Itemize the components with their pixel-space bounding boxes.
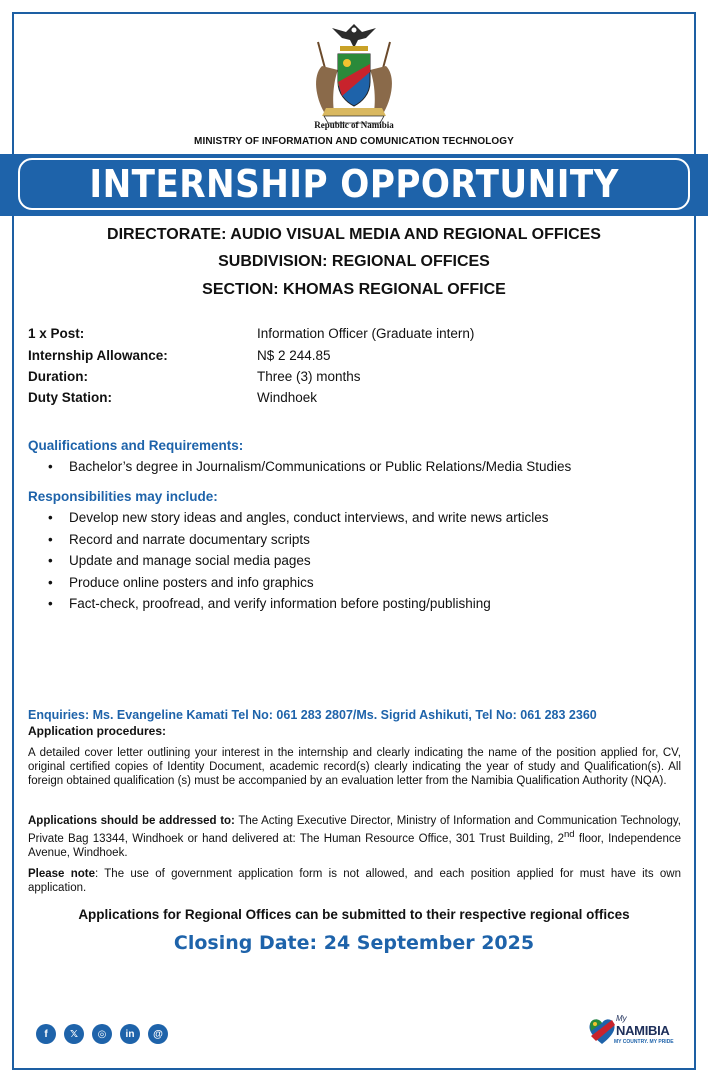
detail-label: Duration: (28, 369, 88, 384)
my-namibia-logo (588, 1014, 680, 1050)
detail-value: Windhoek (257, 390, 318, 405)
submission-note: Applications for Regional Offices can be submitted to their respective regional offices (78, 907, 630, 922)
address-text-end: floor, Independence Avenue, Windhoek. (28, 833, 681, 860)
directorate-heading: DIRECTORATE: AUDIO VISUAL MEDIA AND REGIONAL OFFICES (107, 226, 601, 243)
brand-tagline: MY COUNTRY. MY PRIDE (614, 1039, 674, 1045)
address-label: Applications should be addressed to: (28, 815, 235, 827)
list-item: • Bachelor’s degree in Journalism/Communications or Public Relations/Media Studies (48, 457, 571, 479)
detail-label: Duty Station: (28, 390, 112, 405)
banner-title: INTERNSHIP OPPORTUNITY (89, 162, 619, 206)
closing-date: Closing Date: 24 September 2025 (173, 932, 535, 954)
address-text: The Acting Executive Director, Ministry of Information and Communication Technology, Private Bag 13344, Windhoek or hand delivered at: The Human Resource Office, 301 Trust Building, 2 (28, 815, 682, 846)
facebook-icon[interactable]: f (36, 1024, 56, 1044)
detail-value: Information Officer (Graduate intern) (257, 326, 475, 341)
list-item: • Record and narrate documentary scripts (48, 530, 549, 552)
x-icon[interactable]: 𝕏 (64, 1024, 84, 1044)
subdivision-heading: SUBDIVISION: REGIONAL OFFICES (218, 253, 490, 270)
section-heading: SECTION: KHOMAS REGIONAL OFFICE (202, 281, 506, 298)
procedures-title: Application procedures: (28, 724, 167, 738)
list-item: • Fact-check, proofread, and verify information before posting/publishing (48, 594, 549, 616)
detail-value: N$ 2 244.85 (257, 348, 331, 363)
address-paragraph (28, 814, 681, 860)
list-item: • Develop new story ideas and angles, conduct interviews, and write news articles (48, 508, 549, 530)
threads-icon[interactable]: @ (148, 1024, 168, 1044)
responsibilities-list (48, 508, 549, 616)
instagram-icon[interactable]: ◎ (92, 1024, 112, 1044)
address-superscript: nd (563, 829, 575, 841)
procedures-text: A detailed cover letter outlining your interest in the internship and clearly indicating the name of the position applied for, CV, original certified copies of Identity Document, academic record(s) clearly indicating the year of study and Qualification(s). All foreign obtained qualification (s) must be accompanied by an evaluation letter from the Namibia Qualification Authority (NQA). (28, 747, 681, 788)
heart-flag-icon (588, 1016, 616, 1046)
detail-label: Internship Allowance: (28, 348, 168, 363)
linkedin-icon[interactable]: in (120, 1024, 140, 1044)
note-text: : The use of government application form is not allowed, and each position applied for must have its own application. (28, 868, 681, 895)
brand-name: NAMIBIA (616, 1023, 670, 1038)
ministry-name: MINISTRY OF INFORMATION AND COMUNICATION TECHNOLOGY (194, 136, 514, 147)
note-paragraph (28, 867, 681, 895)
qualifications-title: Qualifications and Requirements: (28, 438, 244, 453)
list-item: • Update and manage social media pages (48, 551, 549, 573)
list-item: • Produce online posters and info graphics (48, 573, 549, 595)
detail-value: Three (3) months (257, 369, 361, 384)
enquiries-line: Enquiries: Ms. Evangeline Kamati Tel No: 061 283 2807/Ms. Sigrid Ashikuti, Tel No: 061 283 2360 (28, 708, 597, 722)
detail-label: 1 x Post: (28, 326, 85, 341)
coat-of-arms-icon (304, 20, 404, 124)
banner-pill (18, 158, 690, 210)
brand-my: My (616, 1014, 627, 1023)
note-label: Please note (28, 868, 96, 880)
responsibilities-title: Responsibilities may include: (28, 489, 218, 504)
social-links (36, 1024, 168, 1044)
republic-label: Republic of Namibia (314, 120, 394, 130)
qualifications-list (48, 457, 571, 479)
